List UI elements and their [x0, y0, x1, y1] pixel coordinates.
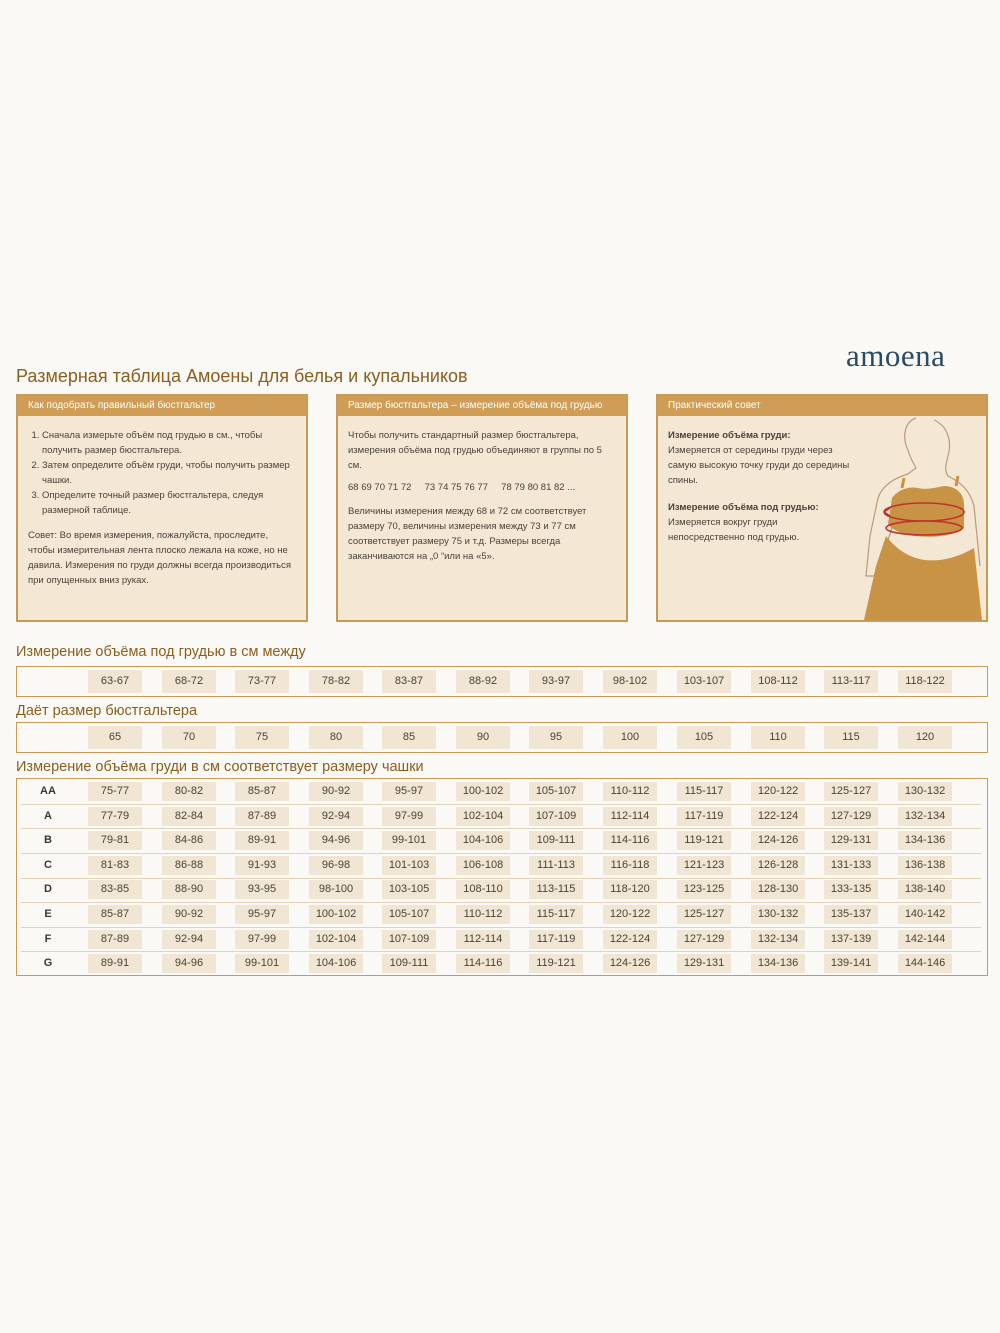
cup-cell: 89-91 — [88, 954, 142, 973]
cup-cell: 123-125 — [677, 880, 731, 899]
cup-cell: 93-95 — [235, 880, 289, 899]
underbust-title: Измерение объёма под грудью в см между — [16, 644, 306, 660]
row-divider — [21, 853, 981, 854]
bra-size-cell: 90 — [456, 726, 510, 749]
cup-cell: 129-131 — [677, 954, 731, 973]
cup-cell: 98-100 — [309, 880, 363, 899]
cup-cell: 97-99 — [235, 930, 289, 949]
cup-cell: 115-117 — [677, 782, 731, 801]
bra-size-cell: 85 — [382, 726, 436, 749]
how-to-heading: Как подобрать правильный бюстгальтер — [18, 396, 306, 416]
cup-cell: 129-131 — [824, 831, 878, 850]
cup-cell: 96-98 — [309, 856, 363, 875]
cup-cell: 81-83 — [88, 856, 142, 875]
cup-cell: 94-96 — [309, 831, 363, 850]
how-to-panel — [16, 394, 308, 622]
cup-cell: 102-104 — [456, 807, 510, 826]
cup-cell: 119-121 — [677, 831, 731, 850]
cup-cell: 82-84 — [162, 807, 216, 826]
cup-cell: 89-91 — [235, 831, 289, 850]
cup-cell: 138-140 — [898, 880, 952, 899]
underbust-cell: 78-82 — [309, 670, 363, 693]
cup-cell: 122-124 — [751, 807, 805, 826]
bust-measure-title: Измерение объёма груди: — [668, 430, 791, 441]
cup-cell: 102-104 — [309, 930, 363, 949]
row-divider — [21, 927, 981, 928]
row-divider — [21, 828, 981, 829]
cup-cell: 77-79 — [88, 807, 142, 826]
how-to-steps — [28, 428, 296, 518]
cup-cell: 113-115 — [529, 880, 583, 899]
cup-cell: 114-116 — [456, 954, 510, 973]
cup-cell: 128-130 — [751, 880, 805, 899]
cup-table — [16, 778, 988, 976]
cup-cell: 136-138 — [898, 856, 952, 875]
bra-size-cell: 70 — [162, 726, 216, 749]
cup-cell: 107-109 — [382, 930, 436, 949]
cup-cell: 144-146 — [898, 954, 952, 973]
cup-cell: 83-85 — [88, 880, 142, 899]
cup-cell: 111-113 — [529, 856, 583, 875]
underbust-cell: 103-107 — [677, 670, 731, 693]
cup-cell: 134-136 — [898, 831, 952, 850]
tip-panel — [656, 394, 988, 622]
cup-cell: 110-112 — [456, 905, 510, 924]
bra-size-panel — [336, 394, 628, 622]
cup-cell: 121-123 — [677, 856, 731, 875]
underbust-cell: 83-87 — [382, 670, 436, 693]
bra-size-heading: Размер бюстгальтера – измерение объёма под грудью — [338, 396, 626, 416]
measuring-figure-illustration — [864, 416, 982, 620]
cup-cell: 116-118 — [603, 856, 657, 875]
cup-cell: 97-99 — [382, 807, 436, 826]
underbust-cell: 93-97 — [529, 670, 583, 693]
cup-cell: 90-92 — [309, 782, 363, 801]
underbust-measure-title: Измерение объёма под грудью: — [668, 502, 819, 513]
how-to-step: 1. Сначала измерьте объём под грудью в см., чтобы получить размер бюстгальтера. — [42, 428, 296, 458]
cup-cell: 107-109 — [529, 807, 583, 826]
how-to-advice: Совет: Во время измерения, пожалуйста, проследите, чтобы измерительная лента плоско лежала на коже, но не давила. Измерения по груди должны всегда производиться при опущенных вниз руках. — [28, 530, 291, 586]
bra-size-cell: 115 — [824, 726, 878, 749]
how-to-step: 3. Определите точный размер бюстгальтера, следуя размерной таблице. — [42, 488, 296, 518]
cup-cell: 87-89 — [88, 930, 142, 949]
cup-cell: 132-134 — [898, 807, 952, 826]
cup-label: F — [44, 932, 52, 945]
page-title: Размерная таблица Амоены для белья и купальников — [16, 366, 468, 386]
bra-size-cell: 120 — [898, 726, 952, 749]
row-divider — [21, 902, 981, 903]
cup-cell: 95-97 — [235, 905, 289, 924]
bra-size-cell: 100 — [603, 726, 657, 749]
cup-cell: 120-122 — [751, 782, 805, 801]
cup-cell: 92-94 — [309, 807, 363, 826]
cup-cell: 90-92 — [162, 905, 216, 924]
cup-cell: 137-139 — [824, 930, 878, 949]
cup-cell: 132-134 — [751, 930, 805, 949]
underbust-cell: 98-102 — [603, 670, 657, 693]
underbust-measure-text: Измеряется вокруг груди непосредственно под грудью. — [668, 517, 800, 543]
cup-label: A — [44, 809, 52, 822]
cup-cell: 99-101 — [235, 954, 289, 973]
cup-cell: 108-110 — [456, 880, 510, 899]
underbust-cell: 73-77 — [235, 670, 289, 693]
bra-size-cell: 105 — [677, 726, 731, 749]
cup-cell: 85-87 — [88, 905, 142, 924]
bra-size-text-2: Величины измерения между 68 и 72 см соответствует размеру 70, величины измерения между 73 и 77 см соответствует размеру 75 и т.д. Размеры всегда заканчиваются на „0 “или на «5». — [348, 506, 587, 562]
cup-cell: 131-133 — [824, 856, 878, 875]
cup-cell: 79-81 — [88, 831, 142, 850]
cup-cell: 109-111 — [529, 831, 583, 850]
cup-cell: 127-129 — [824, 807, 878, 826]
cup-cell: 92-94 — [162, 930, 216, 949]
cup-cell: 84-86 — [162, 831, 216, 850]
cup-cell: 75-77 — [88, 782, 142, 801]
bra-size-title: Даёт размер бюстгальтера — [16, 703, 198, 719]
bust-measure-text: Измеряется от середины груди через самую высокую точку груди до середины спины. — [668, 445, 850, 486]
cup-cell: 105-107 — [382, 905, 436, 924]
cup-cell: 88-90 — [162, 880, 216, 899]
underbust-cell: 113-117 — [824, 670, 878, 693]
row-divider — [21, 951, 981, 952]
cup-cell: 104-106 — [456, 831, 510, 850]
cup-table-title: Измерение объёма груди в см соответствует размеру чашки — [16, 759, 424, 775]
cup-cell: 124-126 — [751, 831, 805, 850]
tip-heading: Практический совет — [658, 396, 986, 416]
cup-cell: 110-112 — [603, 782, 657, 801]
cup-cell: 142-144 — [898, 930, 952, 949]
cup-cell: 99-101 — [382, 831, 436, 850]
cup-cell: 126-128 — [751, 856, 805, 875]
cup-cell: 85-87 — [235, 782, 289, 801]
cup-cell: 106-108 — [456, 856, 510, 875]
cup-cell: 124-126 — [603, 954, 657, 973]
cup-cell: 104-106 — [309, 954, 363, 973]
cup-cell: 125-127 — [824, 782, 878, 801]
brand-logo: amoena — [846, 338, 946, 373]
cup-cell: 80-82 — [162, 782, 216, 801]
bra-size-groups: 68 69 70 71 72 73 74 75 76 77 78 79 80 81 82 ... — [348, 482, 576, 493]
cup-label: G — [43, 957, 53, 970]
cup-cell: 117-119 — [677, 807, 731, 826]
cup-cell: 125-127 — [677, 905, 731, 924]
cup-cell: 95-97 — [382, 782, 436, 801]
cup-cell: 118-120 — [603, 880, 657, 899]
bra-size-cell: 80 — [309, 726, 363, 749]
cup-cell: 117-119 — [529, 930, 583, 949]
underbust-cell: 118-122 — [898, 670, 952, 693]
cup-cell: 103-105 — [382, 880, 436, 899]
cup-cell: 101-103 — [382, 856, 436, 875]
cup-label: B — [44, 834, 52, 847]
cup-cell: 109-111 — [382, 954, 436, 973]
cup-cell: 133-135 — [824, 880, 878, 899]
cup-cell: 130-132 — [751, 905, 805, 924]
underbust-cell: 88-92 — [456, 670, 510, 693]
underbust-row — [16, 666, 988, 697]
cup-cell: 87-89 — [235, 807, 289, 826]
row-divider — [21, 878, 981, 879]
cup-cell: 140-142 — [898, 905, 952, 924]
bra-size-cell: 95 — [529, 726, 583, 749]
cup-cell: 130-132 — [898, 782, 952, 801]
cup-cell: 134-136 — [751, 954, 805, 973]
cup-label: E — [44, 908, 52, 920]
cup-cell: 112-114 — [603, 807, 657, 826]
cup-cell: 127-129 — [677, 930, 731, 949]
cup-label: D — [44, 883, 52, 896]
cup-cell: 91-93 — [235, 856, 289, 875]
cup-cell: 105-107 — [529, 782, 583, 801]
cup-cell: 122-124 — [603, 930, 657, 949]
cup-label: AA — [40, 785, 56, 797]
cup-cell: 86-88 — [162, 856, 216, 875]
cup-cell: 112-114 — [456, 930, 510, 949]
bra-size-cell: 75 — [235, 726, 289, 749]
cup-cell: 119-121 — [529, 954, 583, 973]
cup-cell: 94-96 — [162, 954, 216, 973]
how-to-step: 2. Затем определите объём груди, чтобы получить размер чашки. — [42, 458, 296, 488]
cup-cell: 115-117 — [529, 905, 583, 924]
bra-size-text-1: Чтобы получить стандартный размер бюстгальтера, измерения объёма под грудью объединяют в группы по 5 см. — [348, 430, 602, 471]
cup-cell: 100-102 — [309, 905, 363, 924]
row-divider — [21, 804, 981, 805]
cup-cell: 120-122 — [603, 905, 657, 924]
cup-cell: 100-102 — [456, 782, 510, 801]
cup-cell: 139-141 — [824, 954, 878, 973]
cup-cell: 135-137 — [824, 905, 878, 924]
bra-size-cell: 110 — [751, 726, 805, 749]
bra-size-row — [16, 722, 988, 753]
underbust-cell: 63-67 — [88, 670, 142, 693]
cup-label: C — [44, 858, 52, 871]
underbust-cell: 108-112 — [751, 670, 805, 693]
underbust-cell: 68-72 — [162, 670, 216, 693]
cup-cell: 114-116 — [603, 831, 657, 850]
bra-size-cell: 65 — [88, 726, 142, 749]
